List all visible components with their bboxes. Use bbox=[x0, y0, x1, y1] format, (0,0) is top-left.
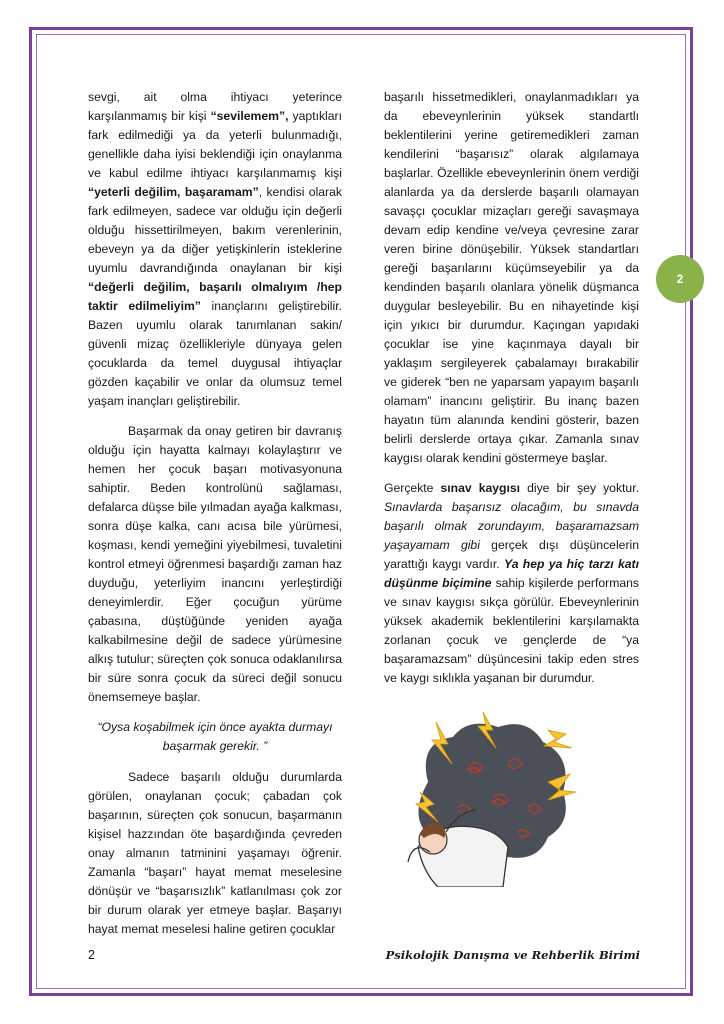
left-paragraph-1 bbox=[88, 88, 342, 411]
quote: “Oysa koşabilmek için önce ayakta durmayı başarmak gerekir. ” bbox=[97, 720, 333, 753]
right-paragraph-1: başarılı hissetmedikleri, onaylanmadıkları ya da ebeveynlerinin yüksek standartlı beklentilerini yerine getiremedikleri zaman kendilerini “başarısız” olarak algılamaya başlarlar. Özellikle ebeveynlerinin önem verdiği alanlarda ya da derslerde başarılı olamayan savaşçı çocuklar mizaçları gereği savaşmaya devam edip kendine ve/veya çevresine zarar veren birine dönüşebilir. Yüksek standartları gereği başarılarını küçümseyebilir ya da kendinden başarılı olanlara yönelik düşmanca duygular besleyebilir. Bu en nihayetinde kişi için yıkıcı bir durumdur. Kaçıngan yapıdaki çocuklar ise yine kaçınmaya dayalı bir yaklaşım sergileyerek çabalamayı bırakabilir ve giderek “ben ne yaparsam yapayım başarılı olamam” inancını geliştirir. Bu inanç bazen hayatın tüm alanında kendini gösterir, bazen belirli derslerde ortaya çıkar. Zamanla sınav kaygısı olarak kendini göstermeye başlar. bbox=[384, 90, 639, 465]
bold-phrase-yeterli-degilim: “yeterli değilim, başaramam” bbox=[88, 185, 259, 199]
bold-italic-phrase: Ya hep ya hiç tarzı katı düşünme biçimine bbox=[384, 557, 639, 590]
badge-number: 2 bbox=[676, 272, 684, 286]
footer-unit-name: Psikolojik Danışma ve Rehberlik Birimi bbox=[385, 948, 640, 962]
text-run: sahip kişilerde performans ve sınav kaygısı sıkça görülür. Ebeveynlerinin yüksek akademik beklentilerini karşılamakta zorlanan çocuk ve gençlerde de “ya başaramazsam” düşüncesini takip eden stres ve kaygı sıklıkla yaşanan bir durumdur. bbox=[384, 576, 640, 685]
right-paragraph-2 bbox=[384, 479, 639, 688]
text-run: , kendisi olarak fark edilmeyen, sadece var olduğu için değerli olduğu hissettirilmeyen, bakım verenlerinin, ebeveyn ya da diğer yetişkinlerin isteklerine uyumlu davrandığında onaylanan bir kişi bbox=[88, 185, 342, 275]
text-run: diye bir şey yoktur. bbox=[520, 481, 639, 495]
left-column bbox=[88, 88, 342, 950]
text-run: yaptıkları fark edilmediği ya da yeterli bulunmadığı, genellikle daha iyisi beklendiği için onaylanma ve kabul edilme ihtiyacı karşılanmamış kişi bbox=[88, 109, 342, 180]
text-run: Gerçekte bbox=[384, 481, 441, 495]
text-run: gerçek dışı düşüncelerin yarattığı kaygı vardır. bbox=[384, 538, 639, 571]
italic-thoughts: Sınavlarda başarısız olacağım, bu sınavda başarılı olmak zorundayım, başaramazsam yaşayamam gibi bbox=[384, 500, 639, 552]
right-column bbox=[384, 88, 639, 699]
bold-phrase-sinav-kaygisi: sınav kaygısı bbox=[440, 481, 521, 495]
bold-phrase-sevilemem: “sevilemem”, bbox=[210, 109, 289, 123]
bold-phrase-degerli-degilim: “değerli değilim, başarılı olmalıyım /hep taktir edilmeliyim” bbox=[88, 280, 342, 313]
anxiety-illustration bbox=[398, 712, 578, 887]
page-number-badge bbox=[656, 255, 704, 303]
left-paragraph-3: Sadece başarılı olduğu durumlarda görülen, onaylanan çocuk; çabadan çok başarının, süreçten çok sonucun, başarmanın kişisel hazzından öte başardığında çevreden onay almanın tatminini yaşamayı öğrenir. Zamanla “başarı” hayat memat meselesine dönüşür ve “başarısızlık” katlanılması çok zor bir durum olarak yer etmeye başlar. Başarıyı hayat memat meselesi haline getiren çocuklar bbox=[88, 770, 342, 936]
text-run: inançlarını geliştirebilir. Bazen uyumlu olarak tanımlanan sakin/ güvenli mizaç özellikleriyle dünyaya gelen çocuklarda da temel duygusal ihtiyaçlar gözden kaçabilir ve onlar da olumsuz temel yaşam inançları geliştirebilir. bbox=[88, 299, 342, 408]
left-paragraph-2: Başarmak da onay getiren bir davranış olduğu için hayatta kalmayı kolaylaştırır ve hemen her çocuk başarı motivasyonuna sahiptir. Beden kontrolünü sağlaması, defalarca düşse bile yılmadan ayağa kalkması, sonra düşe kalka, canı acısa bile yürümesi, koşması, kendi yemeğini yiyebilmesi, tuvaletini kontrol etmeyi öğrenmesi başardığı zaman haz duyduğu, yeterliyim inancını yerleştirdiği deneyimlerdir. Eğer çocuğun yürüme çabasına, düştüğünde yeniden ayağa kalkabilmesine değil de sadece yürümesine alkış tutulur; süreçten çok sonuca odaklanılırsa bir süre sonra çocuk da süreci değil sonucu önemsemeye başlar. bbox=[88, 424, 342, 704]
text-run: sevgi, ait olma ihtiyacı yeterince karşılanmamış bir kişi bbox=[88, 90, 342, 123]
footer-page-number: 2 bbox=[88, 948, 95, 962]
